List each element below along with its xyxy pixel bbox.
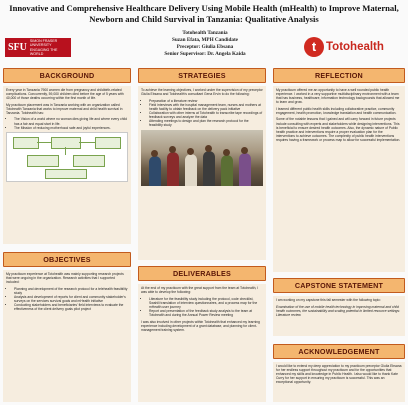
- diagram-box: [27, 155, 59, 167]
- reflection-paragraph-1: My practicum offered me an opportunity to have a well rounded public health experience. I worked in a very supportive multidisciplinary environment with a team that has business, healthcare, information technology backgrounds that allowed me to learn and grow.: [276, 88, 400, 105]
- photo-person: [203, 151, 215, 186]
- photo-person: [239, 153, 251, 186]
- author-block: [130, 30, 280, 58]
- author: Suzan Efata, MPH Candidate: [171, 37, 238, 43]
- strategies-panel: [138, 86, 266, 260]
- photo-person-head: [187, 148, 194, 155]
- list-item: • Collaboration with other interns at Totohealth to transcribe tape recordings of feedback surveys and analyze the data: [149, 111, 263, 119]
- sfu-logo: [5, 38, 71, 57]
- strategies-paragraph: To achieve the learning objectives, I worked under the supervision of my preceptor Giulia Ebsana and Totohealth's consultant Gena Ervin to do the following:: [141, 88, 263, 97]
- list-item: • Analysis and development of reports for client and community stakeholder's surveys on the services survival goals and mHealth initiative: [14, 295, 128, 303]
- background-paragraph-1: Every year in Tanzania 7900 women die from pregnancy and childbirth-related complications. Concurrently, 59,000 children died before the age of 5 years with 40,000 of those deaths occurring within the first month of life.: [6, 88, 124, 101]
- photo-person: [167, 152, 179, 186]
- sfu-logo-text: SIMON FRASER UNIVERSITY ENGAGING THE WORLD: [29, 39, 58, 56]
- capstone-panel: [273, 296, 405, 336]
- diagram-box: [13, 137, 39, 149]
- background-panel: [3, 86, 131, 244]
- objectives-heading: OBJECTIVES: [3, 252, 131, 267]
- acknowledgement-paragraph: I would like to extend my deep appreciation to my practicum preceptor Giulia Ebsana for her endless support throughout my practicum and for the opportunities that enhanced my skills and knowledge in Public Health. I also would like to thank Kate Curry for her support in ensuring my practicum is successful. This was an exceptional opportunity.: [276, 364, 402, 385]
- totohealth-logo-icon: t: [304, 37, 324, 57]
- diagram-connector: [65, 147, 66, 155]
- list-item: • Preparation of a literature review: [149, 99, 263, 103]
- organization: Totohealth Tanzania: [182, 30, 228, 36]
- list-item: • Literature for the feasibility study including the protocol, code checklist, Swahili translation of interview questionnaires, and a process map for the mHealth user journey: [149, 297, 263, 309]
- list-item: • The Mission of reducing motherhood safe and joyful experiences.: [14, 126, 128, 130]
- photo-person-head: [241, 147, 248, 154]
- sfu-logo-mark: SFU: [8, 42, 27, 53]
- capstone-topic: Examination of the use of mobile health technology in improving maternal and child health outcomes, the sustainability and scaling potential in limited resource settings: Literature review.: [276, 304, 400, 317]
- acknowledgement-heading: ACKNOWLEDGEMENT: [273, 344, 405, 359]
- strategies-heading: STRATEGIES: [138, 68, 266, 83]
- diagram-box: [73, 155, 105, 167]
- photo-person: [185, 154, 197, 186]
- photo-person-head: [205, 145, 212, 152]
- reflection-paragraph-3: Some of the notable lessons that I gained and will carry forward in future projects include consulting with experts and stakeholders while designing interventions. This is beneficial to ensure desired health outcomes. Also, the dynamic nature of Public health practice and interventions require a proper evaluation plan for the interventions to achieve outcomes. The complexity of public health interventions requires having a framework or process map to allow for successful implementation.: [276, 117, 401, 142]
- list-item: • Planning and development of the research protocol for a telehealth feasibility study: [14, 287, 128, 295]
- supervisor: Senior Supervisor: Dr. Angela Kaida: [164, 51, 246, 57]
- list-item: • The Vision of a world where no woman dies giving life and where every child has a fair and equal start in life.: [14, 117, 128, 125]
- list-item: • Report and presentation of the feedback study analysis to the team at Totohealth and during the Annual Power Review meeting: [149, 309, 263, 317]
- deliverables-paragraph-2: I was also involved in other projects within Totohealth that enhanced my learning experience including development of a grant database, and planning for client-management training system.: [141, 319, 260, 332]
- diagram-box: [51, 137, 81, 149]
- deliverables-heading: DELIVERABLES: [138, 266, 266, 281]
- photo-person: [149, 156, 161, 186]
- deliverables-panel: [138, 284, 266, 402]
- background-paragraph-2: My practicum placement was in Tanzania working with an organization called Totohealth Tanzania that works to improve maternal and child health survival in Tanzania. Totohealth has:: [6, 102, 123, 115]
- list-item: • Attending meetings to design and plan the research protocol for the feasibility study: [149, 119, 263, 127]
- poster-title: Innovative and Comprehensive Healthcare Delivery Using Mobile Health (mHealth) to Improve Maternal, Newborn and Child Survival in Tanzania: Qualitative Analysis: [9, 3, 399, 24]
- list-item: • Field interviews with the hospital management team, nurses and mothers at health facility to obtain feedback on the delivery pack initiative: [149, 103, 263, 111]
- diagram-connector: [37, 142, 51, 143]
- deliverables-paragraph-1: At the end of my practicum with the great support from the team at Totohealth, I was able to develop the following:: [141, 286, 259, 295]
- team-photo: [141, 130, 263, 186]
- capstone-heading: CAPSTONE STATEMENT: [273, 278, 405, 293]
- totohealth-logo-text: Totohealth: [326, 41, 384, 53]
- photo-person-head: [151, 150, 158, 157]
- reflection-heading: REFLECTION: [273, 68, 405, 83]
- reflection-panel: [273, 86, 405, 272]
- objectives-list: [6, 287, 128, 311]
- deliverables-list: [141, 297, 263, 317]
- capstone-paragraph: I am working on my capstone this fall semester with the following topic:: [276, 298, 381, 302]
- photo-person-head: [223, 149, 230, 156]
- acknowledgement-panel: [273, 362, 405, 402]
- diagram-connector: [79, 142, 95, 143]
- photo-person: [221, 155, 233, 186]
- framework-diagram: [6, 132, 128, 182]
- preceptor: Preceptor: Giulia Ebsana: [176, 44, 234, 50]
- list-item: • Conducting stakeholders and beneficiaries' field interviews to evaluate the effectiveness of the client delivery goals pilot project: [14, 303, 128, 311]
- background-list: [6, 117, 128, 129]
- strategies-list: [141, 99, 263, 127]
- photo-person-head: [169, 146, 176, 153]
- objectives-paragraph: My practicum experience at Totohealth was mainly supporting research projects that were ongoing in the organization. Research activities that I supported included:: [6, 272, 124, 285]
- reflection-paragraph-2: I learned different public health skills including collaborative practice, community engagement, health promotion, knowledge translation and health communication.: [276, 106, 397, 115]
- objectives-panel: [3, 270, 131, 402]
- diagram-box: [45, 169, 87, 179]
- totohealth-logo: [304, 34, 402, 60]
- background-heading: BACKGROUND: [3, 68, 131, 83]
- diagram-box: [95, 137, 121, 149]
